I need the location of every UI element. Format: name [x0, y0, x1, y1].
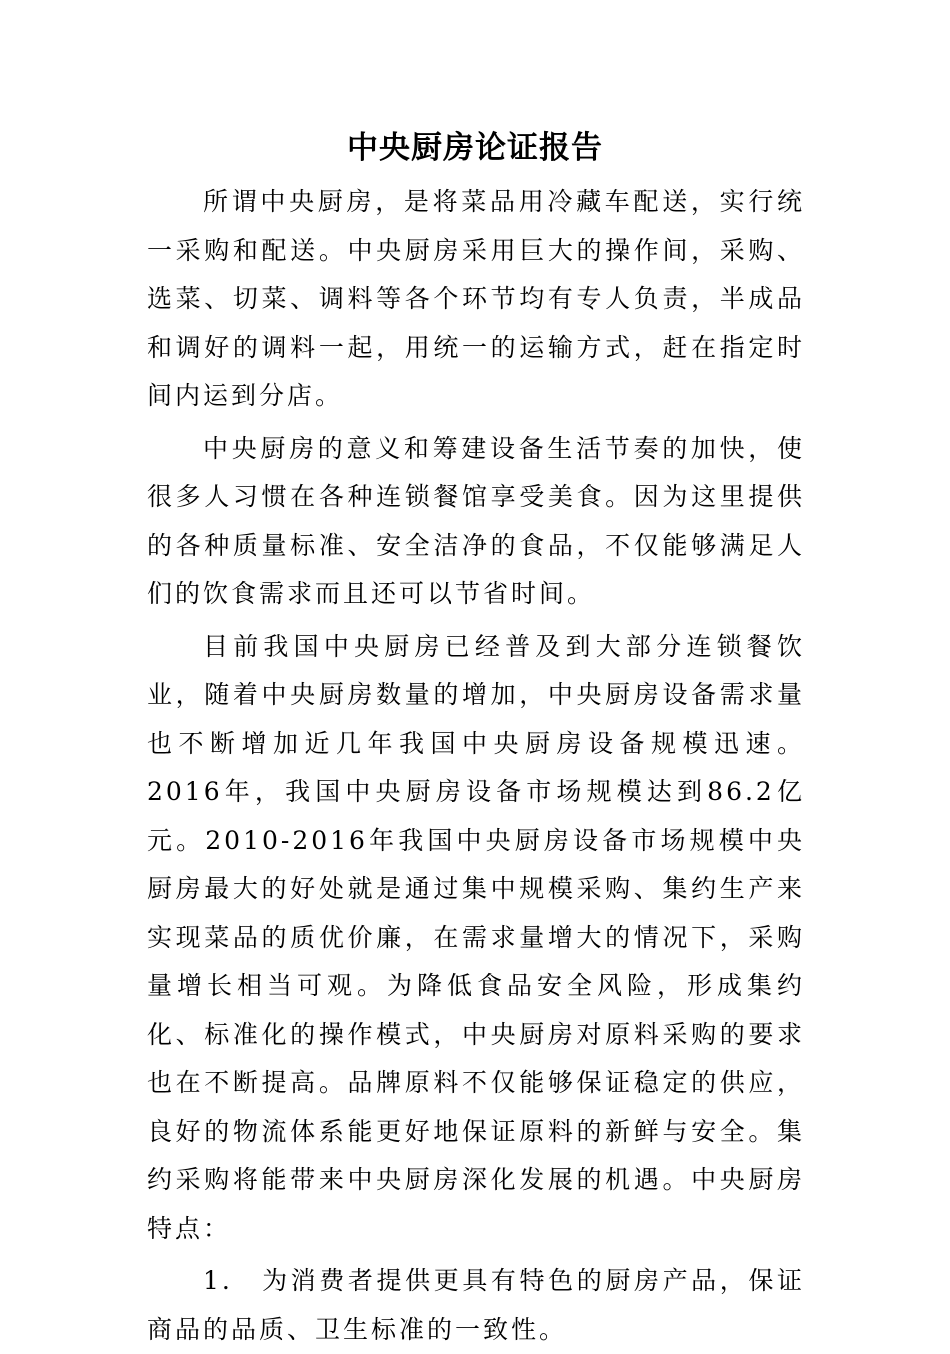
- document-body: [147, 178, 805, 1354]
- paragraph-significance: 中央厨房的意义和筹建设备生活节奏的加快，使很多人习惯在各种连锁餐馆享受美食。因为这里提供的各种质量标准、安全洁净的食品，不仅能够满足人们的饮食需求而且还可以节省时间。: [147, 433, 805, 608]
- paragraph-market: 目前我国中央厨房已经普及到大部分连锁餐饮业，随着中央厨房数量的增加，中央厨房设备需求量也不断增加近几年我国中央厨房设备规模迅速。2016年，我国中央厨房设备市场规模达到86.2亿元。2010-2016年我国中央厨房设备市场规模中央厨房最大的好处就是通过集中规模采购、集约生产来实现菜品的质优价廉，在需求量增大的情况下，采购量增长相当可观。为降低食品安全风险，形成集约化、标准化的操作模式，中央厨房对原料采购的要求也在不断提高。品牌原料不仅能够保证稳定的供应，良好的物流体系能更好地保证原料的新鲜与安全。集约采购将能带来中央厨房深化发展的机遇。中央厨房特点：: [147, 631, 805, 1243]
- paragraph-definition: 所谓中央厨房，是将菜品用冷藏车配送，实行统一采购和配送。中央厨房采用巨大的操作间，采购、选菜、切菜、调料等各个环节均有专人负责，半成品和调好的调料一起，用统一的运输方式，赶在指定时间内运到分店。: [147, 187, 805, 410]
- paragraph-feature-1: 1. 为消费者提供更具有特色的厨房产品，保证商品的品质、卫生标准的一致性。: [147, 1266, 805, 1344]
- document-title: 中央厨房论证报告: [347, 130, 603, 166]
